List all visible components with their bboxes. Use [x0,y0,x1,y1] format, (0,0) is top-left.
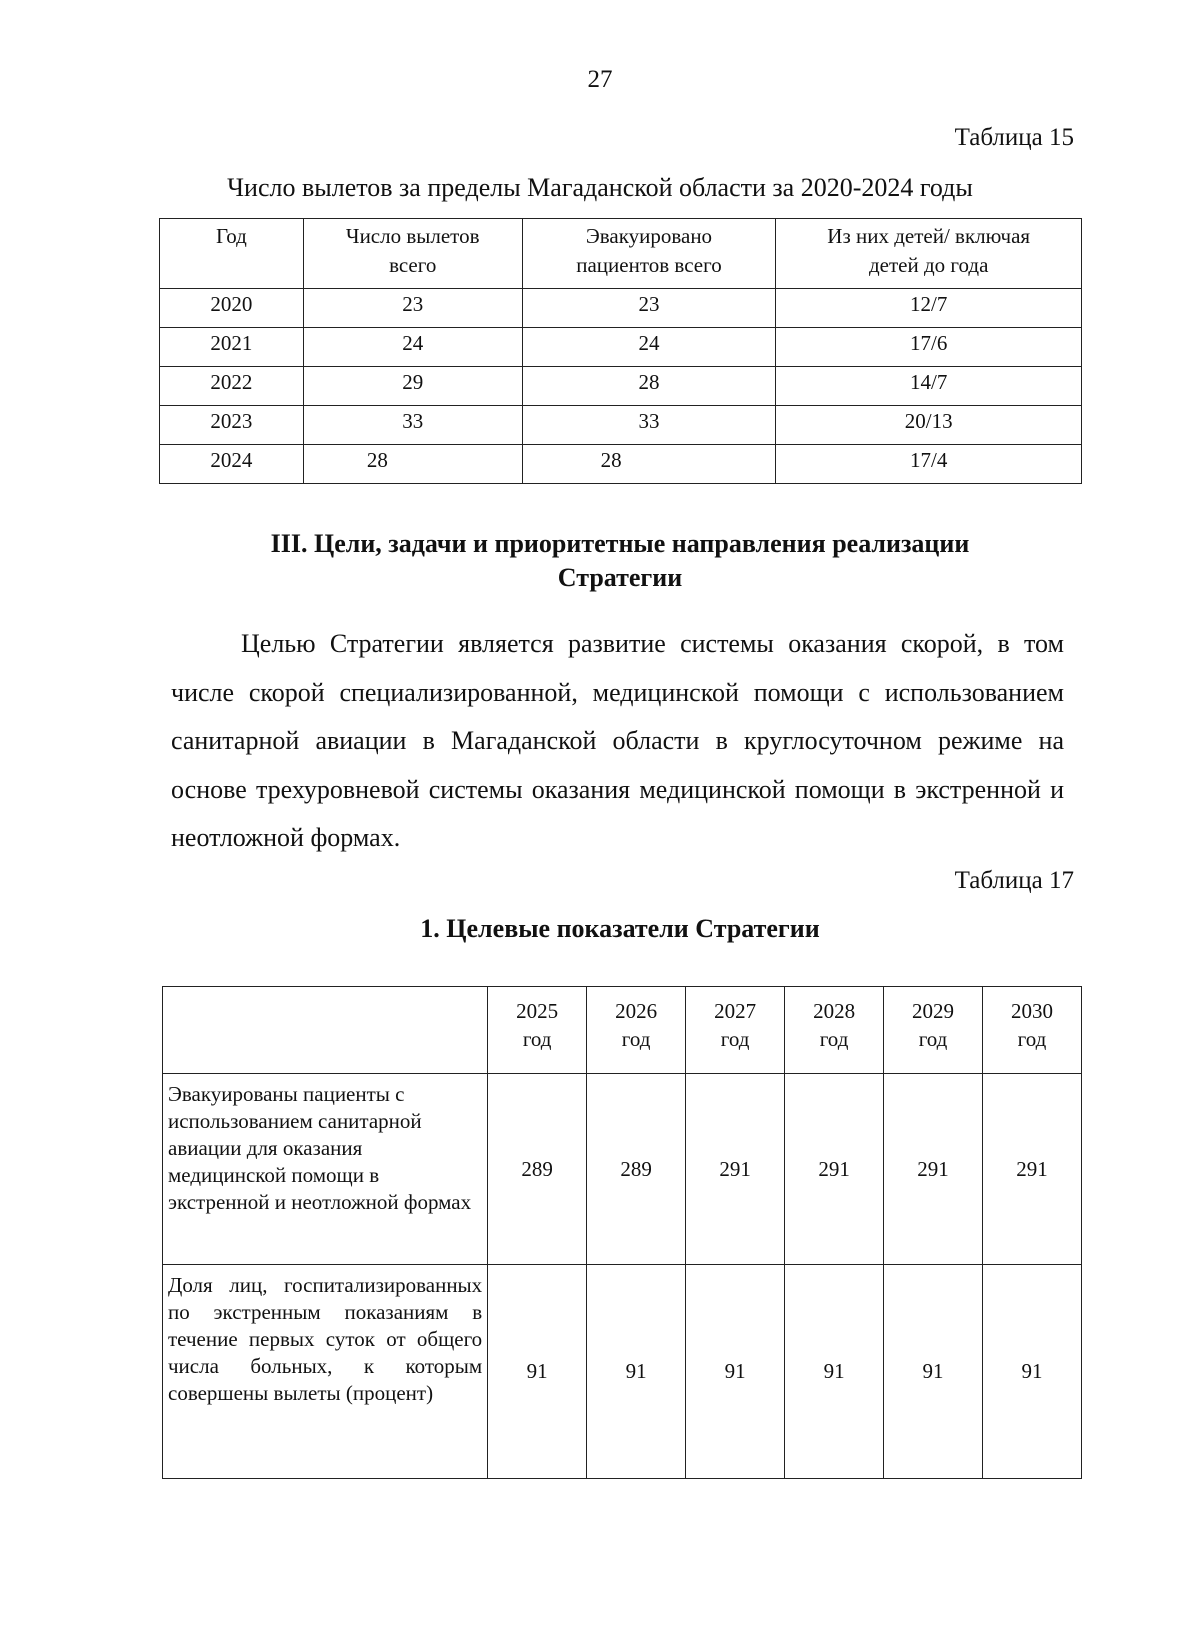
cell-children: 17/4 [776,445,1082,484]
indicator-value: 91 [983,1265,1082,1479]
indicator-label: Эвакуированы пациенты с использованием санитарной авиации для оказания медицинской помощи в экстренной и неотложной формах [163,1074,488,1265]
header-flights-total: Число вылетов всего [303,219,522,289]
cell-evacuated: 33 [522,406,776,445]
header-year-2030: 2030 год [983,987,1082,1074]
header-children: Из них детей/ включая детей до года [776,219,1082,289]
indicator-value: 291 [686,1074,785,1265]
cell-flights: 23 [303,289,522,328]
indicator-label: Доля лиц, госпитализированных по экстренным показаниям в течение первых суток от общего числа больных, к которым совершены вылеты (процент) [163,1265,488,1479]
header-year: Год [160,219,304,289]
cell-year: 2021 [160,328,304,367]
table-row [163,1074,1082,1265]
indicator-value: 91 [785,1265,884,1479]
indicator-value: 291 [983,1074,1082,1265]
table-17-targets [162,986,1082,1479]
indicator-value: 289 [587,1074,686,1265]
strategy-goal-paragraph: Целью Стратегии является развитие системы оказания скорой, в том числе скорой специализированной, медицинской помощи с использованием санитарной авиации в Магаданской области в круглосуточном режиме на основе трехуровневой системы оказания медицинской помощи в экстренной и неотложной формах. [171,629,1064,852]
cell-year: 2023 [160,406,304,445]
cell-children: 14/7 [776,367,1082,406]
cell-flights: 29 [303,367,522,406]
cell-flights: 33 [303,406,522,445]
cell-year: 2024 [160,445,304,484]
table-17-title: 1. Целевые показатели Стратегии [420,914,820,943]
indicator-value: 291 [785,1074,884,1265]
cell-children: 17/6 [776,328,1082,367]
table-15-flights [159,218,1082,484]
table-row [160,406,1082,445]
table-15-title: Число вылетов за пределы Магаданской области за 2020-2024 годы [227,173,973,202]
table-row [160,328,1082,367]
table-17-caption: Таблица 17 [954,867,1074,894]
cell-evacuated: 23 [522,289,776,328]
indicator-value: 91 [884,1265,983,1479]
table-row [160,367,1082,406]
table-row [160,289,1082,328]
header-evacuated-total: Эвакуировано пациентов всего [522,219,776,289]
cell-evacuated: 28 [522,367,776,406]
cell-children: 20/13 [776,406,1082,445]
table-15-caption: Таблица 15 [954,124,1074,151]
table-row [160,445,1082,484]
cell-evacuated: 28 [522,445,776,484]
indicator-value: 91 [587,1265,686,1479]
header-year-2025: 2025 год [488,987,587,1074]
indicator-value: 91 [686,1265,785,1479]
section-heading: III. Цели, задачи и приоритетные направления реализации Стратегии [270,529,970,592]
table-17-header-row [163,987,1082,1074]
indicator-value: 91 [488,1265,587,1479]
cell-children: 12/7 [776,289,1082,328]
table-row [163,1265,1082,1479]
page-number: 27 [587,66,613,93]
indicator-value: 291 [884,1074,983,1265]
cell-year: 2020 [160,289,304,328]
header-year-2028: 2028 год [785,987,884,1074]
cell-flights: 24 [303,328,522,367]
header-indicator [163,987,488,1074]
cell-evacuated: 24 [522,328,776,367]
header-year-2029: 2029 год [884,987,983,1074]
cell-flights: 28 [303,445,522,484]
header-year-2027: 2027 год [686,987,785,1074]
table-15-header-row [160,219,1082,289]
indicator-value: 289 [488,1074,587,1265]
header-year-2026: 2026 год [587,987,686,1074]
cell-year: 2022 [160,367,304,406]
